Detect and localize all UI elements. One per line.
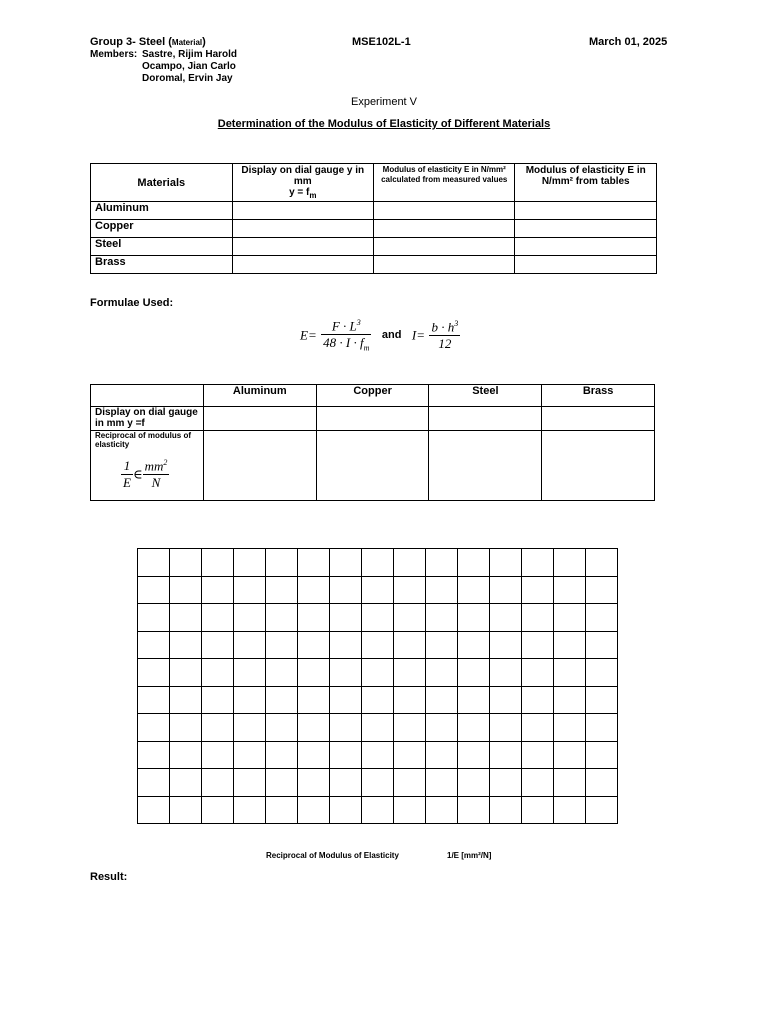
- header-copper: Copper: [316, 385, 429, 407]
- reciprocal-den: E: [123, 475, 131, 491]
- cell-empty[interactable]: [316, 431, 429, 501]
- row-label-display: Display on dial gauge in mm y =f: [91, 407, 204, 431]
- grid-cell: [394, 549, 426, 577]
- grid-cell: [362, 741, 394, 769]
- grid-cell: [426, 631, 458, 659]
- grid-cell: [458, 631, 490, 659]
- group-heading: [90, 36, 206, 48]
- grid-cell: [554, 604, 586, 632]
- grid-cell: [202, 604, 234, 632]
- grid-cell: [266, 769, 298, 797]
- grid-cell: [202, 576, 234, 604]
- grid-cell: [522, 631, 554, 659]
- cell-empty[interactable]: [374, 220, 515, 238]
- grid-cell: [522, 686, 554, 714]
- grid-cell: [458, 714, 490, 742]
- row-label-copper: Copper: [91, 220, 233, 238]
- grid-cell: [522, 604, 554, 632]
- table-row: [91, 407, 655, 431]
- grid-cell: [362, 796, 394, 824]
- grid-cell: [426, 604, 458, 632]
- reciprocal-table: [90, 384, 655, 501]
- grid-cell: [298, 631, 330, 659]
- table-header-row: [91, 385, 655, 407]
- grid-cell: [426, 686, 458, 714]
- grid-cell: [586, 769, 618, 797]
- grid-cell: [490, 686, 522, 714]
- grid-cell: [362, 769, 394, 797]
- table-row: [91, 238, 657, 256]
- formula-e-num-sup: 3: [356, 318, 361, 327]
- grid-cell: [426, 741, 458, 769]
- header-display-sub: m: [309, 191, 317, 200]
- formula-i-fraction: [429, 319, 460, 352]
- grid-cell: [554, 769, 586, 797]
- grid-cell: [234, 769, 266, 797]
- formula-and: and: [381, 329, 402, 342]
- grid-cell: [458, 741, 490, 769]
- header-materials: Materials: [91, 164, 233, 202]
- cell-empty[interactable]: [232, 202, 373, 220]
- grid-cell: [586, 714, 618, 742]
- unit-sup: 2: [163, 458, 168, 467]
- table-row: [91, 202, 657, 220]
- grid-cell: [330, 631, 362, 659]
- grid-cell: [298, 741, 330, 769]
- grid-cell: [554, 631, 586, 659]
- cell-empty[interactable]: [515, 256, 657, 274]
- grid-cell: [234, 631, 266, 659]
- formula-e-numerator: F · L: [331, 318, 357, 334]
- graph-grid: [137, 548, 618, 824]
- grid-cell: [234, 686, 266, 714]
- grid-cell: [394, 631, 426, 659]
- grid-cell: [330, 659, 362, 687]
- grid-cell: [266, 549, 298, 577]
- element-of-symbol: ∈: [132, 466, 143, 482]
- formula-i-lhs: I=: [411, 327, 425, 343]
- grid-cell: [586, 741, 618, 769]
- grid-cell: [394, 769, 426, 797]
- course-code: MSE102L-1: [352, 36, 411, 48]
- grid-cell: [426, 659, 458, 687]
- grid-cell: [138, 549, 170, 577]
- grid-cell: [490, 604, 522, 632]
- grid-cell: [234, 576, 266, 604]
- header-aluminum: Aluminum: [203, 385, 316, 407]
- grid-cell: [586, 796, 618, 824]
- grid-cell: [138, 604, 170, 632]
- grid-cell: [202, 714, 234, 742]
- grid-cell: [458, 549, 490, 577]
- reciprocal-num: 1: [121, 458, 133, 475]
- cell-empty[interactable]: [429, 431, 542, 501]
- grid-cell: [170, 796, 202, 824]
- header-display-text: Display on dial gauge y in mm: [241, 165, 365, 187]
- grid-cell: [458, 769, 490, 797]
- grid-cell: [234, 714, 266, 742]
- grid-cell: [522, 576, 554, 604]
- grid-cell: [426, 576, 458, 604]
- grid-cell: [170, 686, 202, 714]
- grid-row: [138, 741, 618, 769]
- grid-cell: [522, 741, 554, 769]
- grid-cell: [586, 549, 618, 577]
- grid-cell: [170, 659, 202, 687]
- grid-cell: [170, 714, 202, 742]
- grid-cell: [362, 686, 394, 714]
- grid-cell: [170, 576, 202, 604]
- grid-cell: [170, 549, 202, 577]
- formula-e-denominator: 48 · I · f: [323, 335, 364, 351]
- cell-empty[interactable]: [374, 256, 515, 274]
- grid-cell: [298, 576, 330, 604]
- grid-cell: [202, 796, 234, 824]
- grid-cell: [330, 769, 362, 797]
- grid-cell: [362, 576, 394, 604]
- grid-cell: [554, 686, 586, 714]
- grid-cell: [138, 796, 170, 824]
- formula-i-num-sup: 3: [454, 318, 459, 328]
- cell-empty[interactable]: [232, 220, 373, 238]
- grid-cell: [138, 576, 170, 604]
- grid-cell: [554, 659, 586, 687]
- grid-cell: [394, 714, 426, 742]
- header-brass: Brass: [542, 385, 655, 407]
- grid-row: [138, 796, 618, 824]
- grid-cell: [170, 741, 202, 769]
- grid-cell: [554, 741, 586, 769]
- grid-row: [138, 549, 618, 577]
- formula-e-den-sub: m: [363, 343, 370, 353]
- grid-cell: [170, 769, 202, 797]
- grid-cell: [298, 659, 330, 687]
- grid-cell: [138, 631, 170, 659]
- grid-cell: [522, 659, 554, 687]
- grid-cell: [202, 631, 234, 659]
- member-3: Doromal, Ervin Jay: [142, 73, 233, 84]
- grid-cell: [330, 576, 362, 604]
- experiment-number: Experiment V: [350, 96, 418, 108]
- grid-cell: [202, 549, 234, 577]
- cell-empty[interactable]: [374, 202, 515, 220]
- reciprocal-fraction: [121, 458, 133, 491]
- grid-cell: [298, 769, 330, 797]
- grid-cell: [522, 714, 554, 742]
- grid-cell: [330, 604, 362, 632]
- member-2: Ocampo, Jian Carlo: [142, 61, 236, 72]
- grid-cell: [266, 796, 298, 824]
- cell-empty[interactable]: [542, 431, 655, 501]
- grid-cell: [490, 576, 522, 604]
- members-label: Members:: [90, 49, 138, 60]
- grid-cell: [266, 576, 298, 604]
- grid-cell: [362, 604, 394, 632]
- grid-row: [138, 769, 618, 797]
- grid-cell: [522, 769, 554, 797]
- grid-cell: [362, 631, 394, 659]
- cell-empty[interactable]: [429, 407, 542, 431]
- grid-cell: [266, 604, 298, 632]
- cell-empty[interactable]: [374, 238, 515, 256]
- table-row: [91, 220, 657, 238]
- unit-num: mm: [144, 458, 164, 474]
- grid-cell: [266, 631, 298, 659]
- grid-cell: [394, 796, 426, 824]
- grid-cell: [458, 576, 490, 604]
- grid-cell: [330, 714, 362, 742]
- cell-empty[interactable]: [515, 220, 657, 238]
- grid-cell: [138, 769, 170, 797]
- grid-cell: [458, 686, 490, 714]
- header-display-formula: y = f: [289, 187, 310, 198]
- grid-row: [138, 576, 618, 604]
- report-date: March 01, 2025: [589, 36, 668, 48]
- grid-cell: [330, 796, 362, 824]
- graph-x-label: Reciprocal of Modulus of Elasticity: [266, 851, 399, 860]
- grid-cell: [266, 714, 298, 742]
- grid-cell: [202, 686, 234, 714]
- grid-cell: [490, 714, 522, 742]
- grid-cell: [298, 549, 330, 577]
- cell-empty[interactable]: [316, 407, 429, 431]
- grid-cell: [362, 659, 394, 687]
- grid-cell: [490, 741, 522, 769]
- grid-cell: [586, 686, 618, 714]
- grid-cell: [554, 576, 586, 604]
- table-row: [91, 256, 657, 274]
- grid-cell: [266, 741, 298, 769]
- grid-cell: [234, 659, 266, 687]
- grid-cell: [138, 659, 170, 687]
- formula-e-fraction: [321, 318, 371, 353]
- grid-cell: [458, 604, 490, 632]
- grid-row: [138, 631, 618, 659]
- grid-cell: [522, 549, 554, 577]
- grid-cell: [298, 604, 330, 632]
- grid-cell: [330, 741, 362, 769]
- header-steel: Steel: [429, 385, 542, 407]
- grid-cell: [490, 796, 522, 824]
- grid-cell: [234, 741, 266, 769]
- grid-cell: [362, 549, 394, 577]
- grid-cell: [458, 796, 490, 824]
- header-calculated: Modulus of elasticity E in N/mm² calculated from measured values: [374, 164, 515, 202]
- grid-cell: [266, 686, 298, 714]
- grid-cell: [362, 714, 394, 742]
- cell-empty[interactable]: [203, 407, 316, 431]
- grid-cell: [234, 549, 266, 577]
- grid-cell: [458, 659, 490, 687]
- formulae-block: [300, 318, 460, 353]
- grid-cell: [138, 686, 170, 714]
- row-label-steel: Steel: [91, 238, 233, 256]
- graph-x-unit: 1/E [mm²/N]: [447, 851, 492, 860]
- group-text: Group 3- Steel (: [90, 36, 172, 48]
- grid-cell: [394, 686, 426, 714]
- row-label-aluminum: Aluminum: [91, 202, 233, 220]
- page-title: Determination of the Modulus of Elasticity of Different Materials: [217, 118, 551, 130]
- grid-cell: [554, 796, 586, 824]
- group-material-text: Material: [171, 38, 203, 47]
- grid-cell: [490, 769, 522, 797]
- grid-cell: [490, 659, 522, 687]
- grid-row: [138, 686, 618, 714]
- cell-empty[interactable]: [515, 238, 657, 256]
- grid-cell: [170, 604, 202, 632]
- grid-cell: [426, 549, 458, 577]
- grid-cell: [202, 769, 234, 797]
- group-close-text: ): [202, 36, 206, 48]
- grid-cell: [554, 714, 586, 742]
- formula-e-lhs: E=: [300, 327, 317, 343]
- grid-cell: [138, 714, 170, 742]
- grid-cell: [586, 631, 618, 659]
- header-blank: [91, 385, 204, 407]
- grid-cell: [426, 796, 458, 824]
- grid-row: [138, 659, 618, 687]
- grid-cell: [586, 659, 618, 687]
- grid-cell: [394, 659, 426, 687]
- grid-row: [138, 604, 618, 632]
- grid-cell: [394, 576, 426, 604]
- grid-cell: [490, 549, 522, 577]
- grid-cell: [426, 714, 458, 742]
- grid-cell: [138, 741, 170, 769]
- row-label-reciprocal-text: Reciprocal of modulus of elasticity: [95, 431, 192, 449]
- formula-i-numerator: b · h: [431, 319, 455, 335]
- cell-empty[interactable]: [542, 407, 655, 431]
- grid-cell: [234, 796, 266, 824]
- formula-i-denominator: 12: [438, 336, 452, 352]
- grid-cell: [202, 659, 234, 687]
- table-row: [91, 431, 655, 501]
- grid-cell: [394, 604, 426, 632]
- grid-cell: [266, 659, 298, 687]
- grid-cell: [330, 549, 362, 577]
- cell-empty[interactable]: [515, 202, 657, 220]
- grid-cell: [490, 631, 522, 659]
- result-label: Result:: [90, 871, 128, 883]
- materials-table: [90, 163, 657, 274]
- row-label-reciprocal: [91, 431, 204, 501]
- grid-cell: [170, 631, 202, 659]
- grid-cell: [426, 769, 458, 797]
- grid-cell: [234, 604, 266, 632]
- grid-cell: [298, 714, 330, 742]
- grid-cell: [586, 576, 618, 604]
- grid-cell: [586, 604, 618, 632]
- grid-cell: [298, 796, 330, 824]
- header-display: [232, 164, 373, 202]
- grid-cell: [202, 741, 234, 769]
- grid-cell: [522, 796, 554, 824]
- header-from-tables: Modulus of elasticity E in N/mm² from tables: [515, 164, 657, 202]
- grid-cell: [330, 686, 362, 714]
- grid-cell: [394, 741, 426, 769]
- row-label-brass: Brass: [91, 256, 233, 274]
- grid-cell: [554, 549, 586, 577]
- unit-den: N: [151, 475, 161, 491]
- cell-empty[interactable]: [203, 431, 316, 501]
- grid-cell: [298, 686, 330, 714]
- reciprocal-formula: [121, 458, 199, 491]
- formulae-label: Formulae Used:: [90, 297, 174, 309]
- table-header-row: [91, 164, 657, 202]
- cell-empty[interactable]: [232, 238, 373, 256]
- member-1: Sastre, Rijim Harold: [142, 49, 238, 60]
- grid-row: [138, 714, 618, 742]
- cell-empty[interactable]: [232, 256, 373, 274]
- unit-fraction: [143, 458, 170, 491]
